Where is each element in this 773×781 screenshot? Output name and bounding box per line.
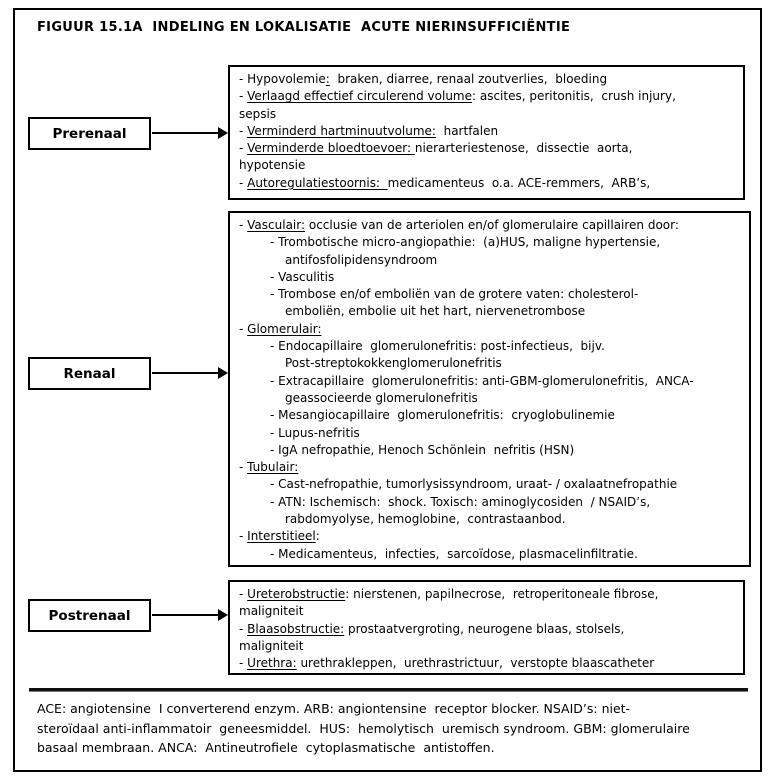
text-line: steroïdaal anti-inflammatoir geneesmiddel. HUS: hemolytisch uremisch syndroom. GBM: glomerulaire: [37, 720, 690, 736]
text-line: - Extracapillaire glomerulonefritis: anti-GBM-glomerulonefritis, ANCA-: [270, 373, 694, 388]
text-line: rabdomyolyse, hemoglobine, contrastaanbod.: [285, 512, 566, 527]
text-line: basaal membraan. ANCA: Antineutrofiele cytoplasmatische antistoffen.: [37, 740, 495, 755]
text-line: antifosfolipidensyndroom: [285, 252, 438, 267]
text-line: - Cast-nefropathie, tumorlysissyndroom, uraat- / oxalaatnefropathie: [270, 477, 678, 492]
text-line: - Vasculair: occlusie van de arteriolen en/of glomerulaire capillairen door:: [239, 218, 679, 232]
text-line: maligniteit: [239, 638, 304, 653]
text-line: - Verminderd hartminuutvolume: hartfalen: [239, 123, 499, 138]
content-box-prerenaal: [228, 65, 745, 200]
text-line: - Urethra: urethrakleppen, urethrastrictuur, verstopte blaascatheter: [239, 656, 655, 671]
label-prerenaal: Prerenaal: [52, 125, 127, 142]
text-line: - Trombose en/of emboliën van de grotere vaten: cholesterol-: [270, 287, 639, 302]
footer-abbreviations: [37, 699, 690, 758]
arrow-postrenaal: [152, 614, 218, 616]
arrow-prerenaal: [152, 132, 218, 134]
text-line: - Verminderde bloedtoevoer: nierarteriestenose, dissectie aorta,: [239, 141, 633, 156]
text-line: - Blaasobstructie: prostaatvergroting, neurogene blaas, stolsels,: [239, 621, 625, 636]
text-line: - Mesangiocapillaire glomerulonefritis: cryoglobulinemie: [270, 408, 615, 423]
text-line: - Lupus-nefritis: [270, 425, 360, 440]
text-line: - Verlaagd effectief circulerend volume: ascites, peritonitis, crush injury,: [239, 89, 676, 104]
content-box-postrenaal: [228, 580, 745, 675]
label-renaal: Renaal: [63, 365, 116, 382]
content-box-renaal: [228, 211, 751, 567]
label-box-prerenaal: [28, 117, 151, 150]
text-line: Post-streptokokkenglomerulonefritis: [285, 356, 502, 371]
text-line: emboliën, embolie uit het hart, niervenetrombose: [285, 304, 586, 319]
text-line: sepsis: [239, 106, 277, 121]
text-line: geassocieerde glomerulonefritis: [285, 390, 478, 405]
text-line: - IgA nefropathie, Henoch Schönlein nefritis (HSN): [270, 442, 575, 457]
text-line: maligniteit: [239, 604, 304, 619]
label-box-renaal: [28, 357, 151, 390]
text-line: - Tubulair:: [239, 460, 299, 475]
text-line: - Trombotische micro-angiopathie: (a)HUS, maligne hypertensie,: [270, 235, 661, 250]
footer-divider: [29, 688, 748, 692]
text-line: - Vasculitis: [270, 269, 335, 284]
arrow-renaal: [152, 372, 218, 374]
text-line: - ATN: Ischemisch: shock. Toxisch: aminoglycosiden / NSAID’s,: [270, 494, 651, 509]
text-line: hypotensie: [239, 158, 306, 173]
figure-title: FIGUUR 15.1A INDELING EN LOKALISATIE ACUTE NIERINSUFFICIËNTIE: [37, 20, 571, 35]
text-line: - Ureterobstructie: nierstenen, papilnecrose, retroperitoneale fibrose,: [239, 587, 659, 601]
text-line: - Medicamenteus, infecties, sarcoïdose, plasmacelinfiltratie.: [270, 546, 638, 561]
label-box-postrenaal: [28, 599, 151, 632]
text-line: - Hypovolemie: braken, diarree, renaal zoutverlies, bloeding: [239, 72, 608, 86]
text-line: - Interstitieel:: [239, 529, 320, 544]
text-line: - Autoregulatiestoornis: medicamenteus o.a. ACE-remmers, ARB’s,: [239, 175, 651, 190]
text-line: - Glomerulair:: [239, 321, 322, 336]
text-line: - Endocapillaire glomerulonefritis: post-infectieus, bijv.: [270, 339, 605, 354]
text-line: ACE: angiotensine I converterend enzym. ARB: angiontensine receptor blocker. NSAID’s: niet-: [37, 701, 631, 716]
label-postrenaal: Postrenaal: [48, 607, 131, 624]
